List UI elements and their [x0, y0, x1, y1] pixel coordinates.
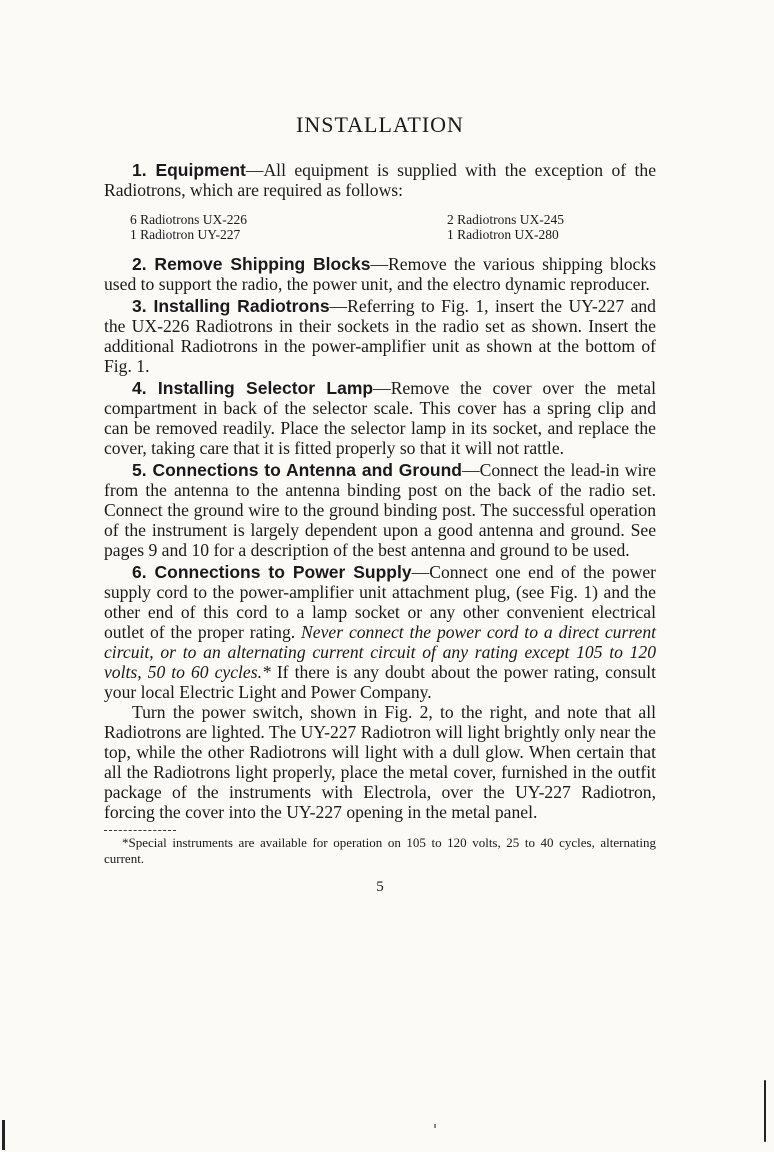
section-shipping-blocks [104, 254, 656, 294]
section-body: —Referring to Fig. 1, insert the UY-227 and the UX-226 Radiotrons in their sockets in the radio set as shown. Insert the additional Radiotrons in the power-amplifier unit as shown at the bottom of Fig. 1. [104, 296, 656, 376]
section-body: —Remove the cover over the metal compartment in back of the selector scale. This cover has a spring clip and can be removed readily. Place the selector lamp in its socket, and replace the cover, taking care that it is fitted properly so that it will not rattle. [104, 378, 656, 458]
power-switch-paragraph: Turn the power switch, shown in Fig. 2, to the right, and note that all Radiotrons are lighted. The UY-227 Radiotron will light brightly only near the top, while the other Radiotrons will light with a dull glow. When certain that all the Radiotrons light properly, place the metal cover, furnished in the outfit package of the instruments with Electrola, over the UY-227 Radiotron, forcing the cover into the UY-227 opening in the metal panel. [104, 702, 656, 822]
section-heading: 5. Connections to Antenna and Ground [132, 460, 462, 480]
list-item: 1 Radiotron UY-227 [130, 227, 241, 242]
list-column-left [130, 212, 387, 242]
section-heading: 6. Connections to Power Supply [132, 562, 412, 582]
page-title: INSTALLATION [296, 112, 464, 137]
section-body: —Connect the lead-in wire from the antenna to the antenna binding post on the back of the radio set. Connect the ground wire to the ground binding post. The successful operation of the instrument is largely dependent upon a good antenna and ground. See pages 9 and 10 for a description of the best antenna and ground to be used. [104, 460, 656, 560]
section-antenna-ground [104, 460, 656, 560]
list-item: 1 Radiotron UX-280 [447, 227, 559, 242]
binding-mark [2, 1120, 5, 1150]
page-edge-mark [764, 1080, 766, 1142]
section-body-cont: If there is any doubt about the power rating, consult your local Electric Light and Power Company. [104, 662, 656, 702]
section-equipment [104, 160, 656, 200]
section-power-supply [104, 562, 656, 702]
radiotron-list [130, 212, 656, 242]
list-item: 6 Radiotrons UX-226 [130, 212, 247, 227]
list-item: 2 Radiotrons UX-245 [447, 212, 564, 227]
section-body: —All equipment is supplied with the exception of the Radiotrons, which are required as follows: [104, 160, 657, 200]
scan-speck [434, 1124, 436, 1128]
manual-page [104, 112, 656, 896]
page-number: 5 [376, 879, 384, 895]
list-column-right [399, 212, 656, 242]
section-heading: 1. Equipment [132, 160, 246, 180]
section-selector-lamp [104, 378, 656, 458]
power-warning: Never connect the power cord to a direct current circuit, or to an alternating current circuit of any rating except 105 to 120 volts, 50 to 60 cycles.* [104, 622, 657, 682]
section-body: —Connect one end of the power supply cord to the power-amplifier unit attachment plug, (see Fig. 1) and the other end of this cord to a lamp socket or any other convenient electrical outlet of the proper rating. [104, 562, 657, 642]
footnote-rule [104, 830, 176, 831]
section-heading: 2. Remove Shipping Blocks [132, 254, 371, 274]
section-heading: 3. Installing Radiotrons [132, 296, 330, 316]
section-installing-radiotrons [104, 296, 656, 376]
section-body: —Remove the various shipping blocks used to support the radio, the power unit, and the electro dynamic reproducer. [104, 254, 656, 294]
section-heading: 4. Installing Selector Lamp [132, 378, 374, 398]
footnote: *Special instruments are available for operation on 105 to 120 volts, 25 to 40 cycles, alternating current. [104, 835, 656, 866]
